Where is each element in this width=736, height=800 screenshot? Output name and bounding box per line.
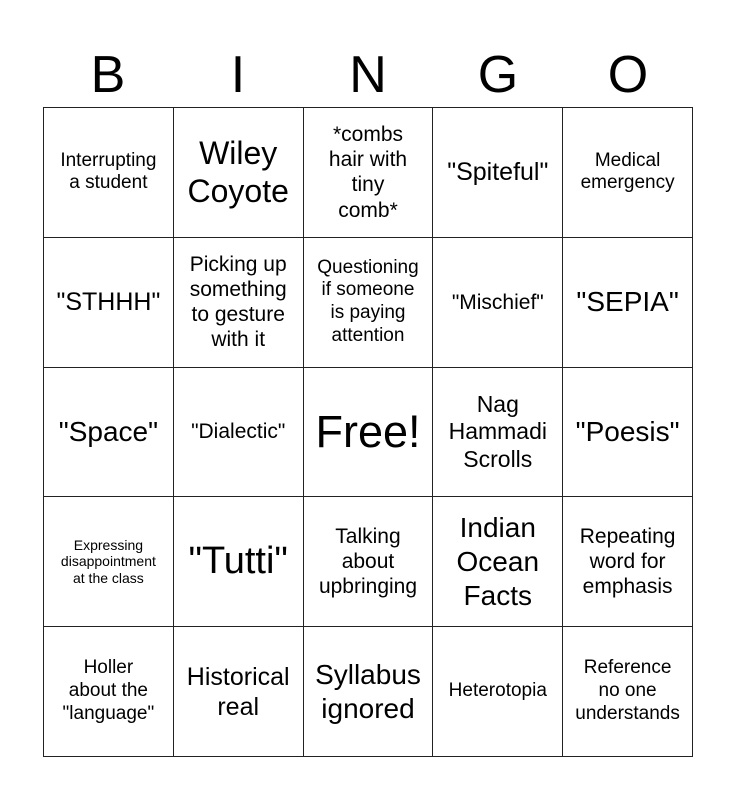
cell-text: "Poesis" (575, 416, 680, 448)
cell-text: Expressing disappointment at the class (60, 536, 156, 587)
cell-text: "Spiteful" (447, 158, 549, 187)
bingo-cell-r1-c5[interactable] (563, 108, 693, 238)
header-letter-o: O (607, 46, 649, 104)
cell-text: "SEPIA" (576, 286, 679, 318)
cell-text: Wiley Coyote (187, 135, 289, 210)
bingo-cell-r5-c3[interactable] (304, 627, 434, 757)
cell-text: *combs hair with tiny comb* (328, 123, 408, 222)
bingo-cell-free[interactable] (304, 368, 434, 498)
header-letter-g: G (477, 46, 519, 104)
bingo-cell-r1-c1[interactable] (44, 108, 174, 238)
cell-text: Free! (315, 405, 421, 457)
header-letter-i: I (230, 46, 246, 104)
bingo-cell-r5-c1[interactable] (44, 627, 174, 757)
bingo-cell-r4-c5[interactable] (563, 497, 693, 627)
bingo-board (43, 107, 693, 757)
bingo-cell-r1-c4[interactable] (433, 108, 563, 238)
bingo-cell-r4-c3[interactable] (304, 497, 434, 627)
cell-text: Questioning if someone is paying attention (317, 256, 419, 346)
header-letter-n: N (349, 46, 387, 104)
bingo-cell-r4-c2[interactable] (174, 497, 304, 627)
cell-text: Nag Hammadi Scrolls (448, 390, 547, 472)
bingo-cell-r5-c5[interactable] (563, 627, 693, 757)
bingo-cell-r5-c4[interactable] (433, 627, 563, 757)
cell-text: Medical emergency (580, 149, 675, 194)
bingo-cell-r2-c4[interactable] (433, 238, 563, 368)
cell-text: Historical real (186, 662, 290, 721)
bingo-cell-r3-c1[interactable] (44, 368, 174, 498)
bingo-cell-r4-c1[interactable] (44, 497, 174, 627)
cell-text: "Space" (58, 416, 159, 448)
bingo-cell-r2-c2[interactable] (174, 238, 304, 368)
cell-text: Picking up something to gesture with it (189, 252, 287, 352)
cell-text: "Dialectic" (191, 420, 286, 444)
cell-text: "Mischief" (451, 290, 544, 314)
cell-text: Heterotopia (448, 680, 547, 702)
cell-text: "STHHH" (56, 288, 161, 317)
bingo-cell-r1-c2[interactable] (174, 108, 304, 238)
bingo-cell-r4-c4[interactable] (433, 497, 563, 627)
cell-text: Repeating word for emphasis (579, 525, 676, 599)
bingo-cell-r3-c4[interactable] (433, 368, 563, 498)
cell-text: Indian Ocean Facts (456, 512, 540, 611)
bingo-cell-r5-c2[interactable] (174, 627, 304, 757)
cell-text: Holler about the "language" (62, 657, 155, 724)
bingo-cell-r1-c3[interactable] (304, 108, 434, 238)
bingo-cell-r2-c3[interactable] (304, 238, 434, 368)
bingo-cell-r2-c5[interactable] (563, 238, 693, 368)
cell-text: Interrupting a student (60, 149, 157, 194)
bingo-header (43, 44, 693, 106)
bingo-cell-r2-c1[interactable] (44, 238, 174, 368)
header-letter-b: B (90, 46, 126, 104)
cell-text: Reference no one understands (575, 657, 680, 724)
bingo-cell-r3-c5[interactable] (563, 368, 693, 498)
cell-text: "Tutti" (188, 539, 288, 582)
cell-text: Talking about upbringing (318, 525, 418, 599)
cell-text: Syllabus ignored (315, 659, 421, 724)
bingo-cell-r3-c2[interactable] (174, 368, 304, 498)
